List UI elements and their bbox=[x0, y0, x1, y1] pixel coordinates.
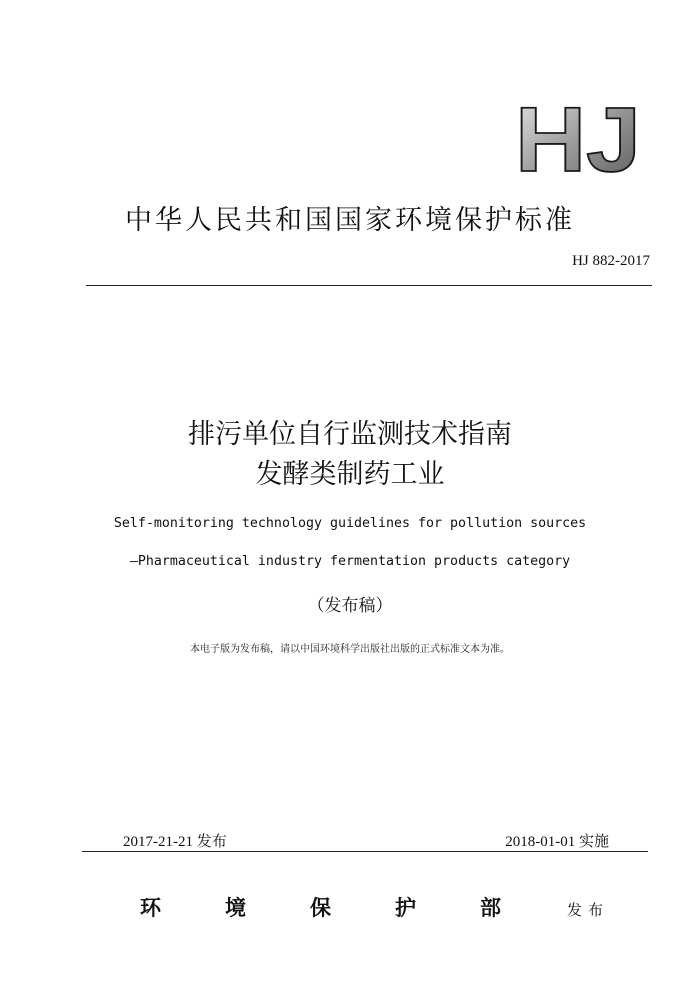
english-title-line-2: —Pharmaceutical industry fermentation products category bbox=[129, 554, 571, 569]
standard-number: HJ 882-2017 bbox=[572, 253, 650, 269]
document-subtitle: 发酵类制药工业 bbox=[255, 459, 445, 490]
header-divider bbox=[86, 285, 652, 286]
effective-date: 2018-01-01 实施 bbox=[505, 834, 609, 850]
publisher-char: 护 bbox=[395, 895, 416, 920]
document-title: 排污单位自行监测技术指南 bbox=[188, 419, 512, 450]
standard-org-title: 中华人民共和国国家环境保护标准 bbox=[125, 205, 575, 236]
publisher-name bbox=[140, 892, 565, 922]
publisher-row bbox=[140, 892, 609, 922]
edition-note: 本电子版为发布稿，请以中国环境科学出版社出版的正式标准文本为准。 bbox=[190, 644, 510, 655]
release-date: 2017-21-21 发布 bbox=[123, 834, 227, 850]
hj-logo-text: HJ bbox=[515, 100, 641, 178]
publisher-char: 保 bbox=[310, 895, 331, 920]
publisher-char: 环 bbox=[140, 895, 161, 920]
english-title-line-1: Self-monitoring technology guidelines for pollution sources bbox=[113, 516, 587, 531]
publisher-action: 发布 bbox=[567, 901, 610, 919]
hj-logo bbox=[514, 100, 644, 178]
publisher-char: 部 bbox=[480, 895, 501, 920]
publisher-char: 境 bbox=[225, 895, 246, 920]
draft-status: （发布稿） bbox=[307, 596, 393, 616]
footer-divider bbox=[82, 851, 648, 852]
